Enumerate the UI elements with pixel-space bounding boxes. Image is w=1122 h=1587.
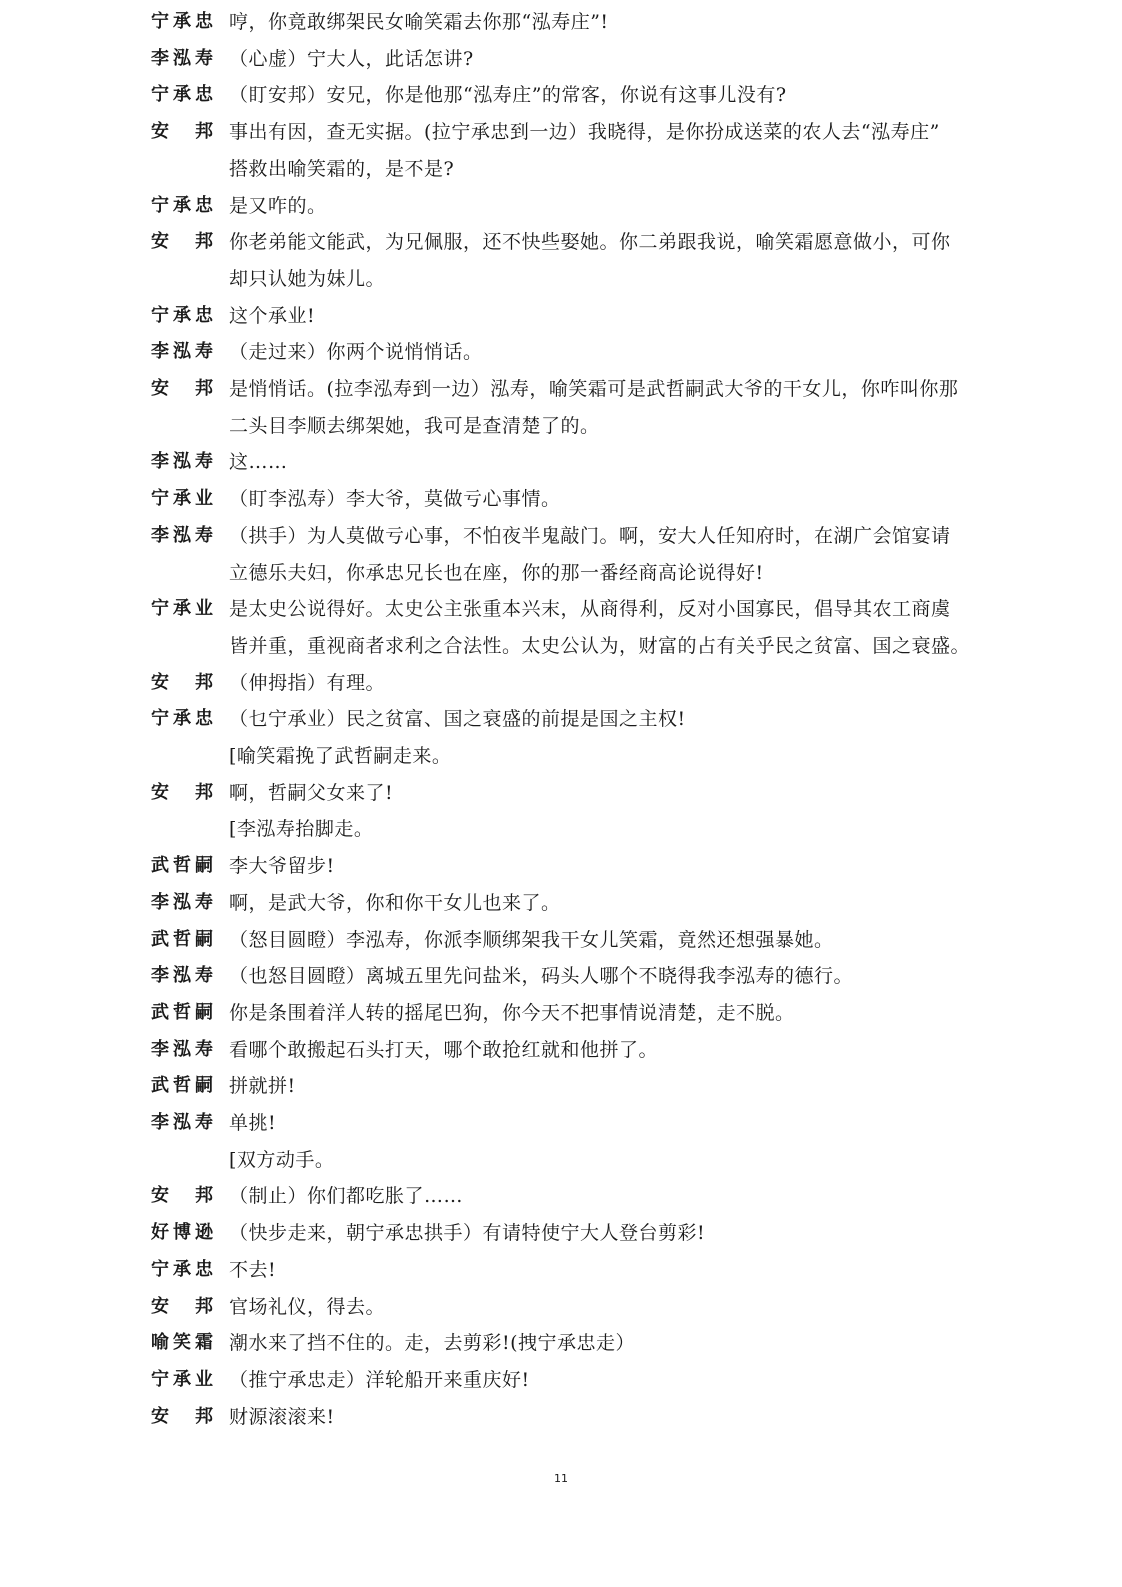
line-text: 这个承业! bbox=[229, 304, 316, 327]
line-text: （制止）你们都吃胀了…… bbox=[229, 1185, 464, 1208]
line-text: 啊，是武大爷，你和你干女儿也来了。 bbox=[229, 891, 561, 914]
speaker-name: 李泓寿 bbox=[151, 451, 213, 473]
dialogue-line bbox=[0, 334, 1122, 370]
speaker-name: 安 邦 bbox=[151, 121, 213, 143]
speaker-name: 李泓寿 bbox=[151, 1038, 213, 1060]
line-text: 单挑! bbox=[229, 1112, 277, 1134]
line-text: 李大爷留步! bbox=[229, 855, 335, 878]
line-text: （快步走来，朝宁承忠拱手）有请特使宁大人登台剪彩! bbox=[229, 1222, 706, 1245]
speaker-name: 安 邦 bbox=[151, 1405, 213, 1427]
speaker-name: 李泓寿 bbox=[151, 1112, 213, 1133]
line-text: 是太史公说得好。太史公主张重本兴末，从商得利，反对小国寡民，倡导其农工商虞 bbox=[229, 598, 951, 621]
dialogue-line bbox=[0, 188, 1122, 224]
line-text: 潮水来了挡不住的。走，去剪彩!(拽宁承忠走） bbox=[229, 1332, 636, 1355]
line-text: 皆并重，重视商者求利之合法性。太史公认为，财富的占有关乎民之贫富、国之衰盛。 bbox=[229, 634, 971, 657]
line-text: 这…… bbox=[229, 451, 288, 474]
line-text: 是又咋的。 bbox=[229, 194, 327, 217]
line-text: 看哪个敢搬起石头打天，哪个敢抢红就和他拼了。 bbox=[229, 1038, 659, 1061]
line-text: （伸拇指）有理。 bbox=[229, 671, 386, 694]
line-text: [喻笑霜挽了武哲嗣走来。 bbox=[229, 745, 452, 767]
line-text: [李泓寿抬脚走。 bbox=[229, 818, 374, 841]
dialogue-line bbox=[0, 371, 1122, 407]
line-text: 你老弟能文能武，为兄佩服，还不快些娶她。你二弟跟我说，喻笑霜愿意做小，可你 bbox=[229, 231, 951, 254]
dialogue-line bbox=[0, 1399, 1122, 1435]
line-text: （盯李泓寿）李大爷，莫做亏心事情。 bbox=[229, 488, 561, 511]
dialogue-line bbox=[0, 481, 1122, 517]
dialogue-line bbox=[0, 41, 1122, 77]
speaker-name: 宁承业 bbox=[151, 488, 213, 510]
stage-direction-line bbox=[0, 261, 1122, 297]
dialogue-line bbox=[0, 1068, 1122, 1104]
line-text: 二头目李顺去绑架她，我可是查清楚了的。 bbox=[229, 414, 600, 437]
line-text: 立德乐夫妇，你承忠兄长也在座，你的那一番经商高论说得好! bbox=[229, 561, 764, 584]
speaker-name: 安 邦 bbox=[151, 781, 213, 803]
speaker-name: 宁承忠 bbox=[151, 194, 213, 216]
line-text: 你是条围着洋人转的摇尾巴狗，你今天不把事情说清楚，走不脱。 bbox=[229, 1001, 795, 1024]
stage-direction-line bbox=[0, 555, 1122, 591]
speaker-name: 好博逊 bbox=[151, 1222, 213, 1244]
line-text: 事出有因，查无实据。(拉宁承忠到一边）我晓得，是你扮成送菜的农人去“泓寿庄” bbox=[229, 121, 940, 144]
speaker-name: 武哲嗣 bbox=[151, 855, 213, 877]
speaker-name: 李泓寿 bbox=[151, 341, 213, 363]
speaker-name: 李泓寿 bbox=[151, 47, 213, 69]
dialogue-line bbox=[0, 77, 1122, 113]
speaker-name: 安 邦 bbox=[151, 671, 213, 693]
line-text: 拼就拼! bbox=[229, 1075, 296, 1098]
dialogue-line bbox=[0, 444, 1122, 480]
speaker-name: 武哲嗣 bbox=[151, 928, 213, 950]
dialogue-line bbox=[0, 958, 1122, 994]
page-number: 11 bbox=[554, 1472, 568, 1485]
line-text: 哼，你竟敢绑架民女喻笑霜去你那“泓寿庄”! bbox=[229, 11, 609, 33]
speaker-name: 宁承忠 bbox=[151, 84, 213, 106]
dialogue-line bbox=[0, 1032, 1122, 1068]
speaker-name: 武哲嗣 bbox=[151, 1001, 213, 1023]
speaker-name: 李泓寿 bbox=[151, 891, 213, 913]
stage-direction-line bbox=[0, 151, 1122, 187]
line-text: （推宁承忠走）洋轮船开来重庆好! bbox=[229, 1368, 530, 1391]
dialogue-line bbox=[0, 1325, 1122, 1361]
line-text: 官场礼仪，得去。 bbox=[229, 1295, 386, 1318]
speaker-name: 武哲嗣 bbox=[151, 1075, 213, 1097]
line-text: （走过来）你两个说悄悄话。 bbox=[229, 341, 483, 364]
speaker-name: 宁承忠 bbox=[151, 708, 213, 730]
dialogue-line bbox=[0, 1215, 1122, 1251]
dialogue-line bbox=[0, 1105, 1122, 1141]
stage-direction-line bbox=[0, 1142, 1122, 1178]
dialogue-line bbox=[0, 848, 1122, 884]
line-text: （乜宁承业）民之贫富、国之衰盛的前提是国之主权! bbox=[229, 708, 686, 731]
stage-direction-line bbox=[0, 408, 1122, 444]
dialogue-line bbox=[0, 518, 1122, 554]
stage-direction-line bbox=[0, 738, 1122, 774]
line-text: 啊，哲嗣父女来了! bbox=[229, 781, 394, 804]
line-text: [双方动手。 bbox=[229, 1148, 335, 1171]
stage-direction-line bbox=[0, 811, 1122, 847]
dialogue-line bbox=[0, 591, 1122, 627]
speaker-name: 安 邦 bbox=[151, 378, 213, 399]
dialogue-line bbox=[0, 298, 1122, 334]
line-text: 却只认她为妹儿。 bbox=[229, 267, 386, 290]
speaker-name: 宁承忠 bbox=[151, 304, 213, 326]
dialogue-line bbox=[0, 1289, 1122, 1325]
line-text: 不去! bbox=[229, 1258, 277, 1281]
dialogue-line bbox=[0, 885, 1122, 921]
line-text: 财源滚滚来! bbox=[229, 1405, 335, 1428]
line-text: （拱手）为人莫做亏心事，不怕夜半鬼敲门。啊，安大人任知府时，在湖广会馆宴请 bbox=[229, 524, 951, 547]
speaker-name: 安 邦 bbox=[151, 231, 213, 253]
speaker-name: 安 邦 bbox=[151, 1185, 213, 1207]
dialogue-line bbox=[0, 701, 1122, 737]
line-text: （也怒目圆瞪）离城五里先问盐米，码头人哪个不晓得我李泓寿的德行。 bbox=[229, 965, 854, 988]
speaker-name: 李泓寿 bbox=[151, 524, 213, 546]
speaker-name: 李泓寿 bbox=[151, 965, 213, 987]
dialogue-line bbox=[0, 224, 1122, 260]
dialogue-line bbox=[0, 995, 1122, 1031]
speaker-name: 宁承业 bbox=[151, 1368, 213, 1390]
dialogue-line bbox=[0, 4, 1122, 40]
dialogue-line bbox=[0, 922, 1122, 958]
dialogue-line bbox=[0, 1362, 1122, 1398]
speaker-name: 宁承忠 bbox=[151, 11, 213, 32]
stage-direction-line bbox=[0, 628, 1122, 664]
line-text: 是悄悄话。(拉李泓寿到一边）泓寿，喻笑霜可是武哲嗣武大爷的干女儿，你咋叫你那 bbox=[229, 378, 959, 400]
dialogue-line bbox=[0, 665, 1122, 701]
line-text: （心虚）宁大人，此话怎讲? bbox=[229, 47, 474, 70]
speaker-name: 安 邦 bbox=[151, 1295, 213, 1317]
speaker-name: 宁承业 bbox=[151, 598, 213, 620]
dialogue-line bbox=[0, 114, 1122, 150]
speaker-name: 宁承忠 bbox=[151, 1258, 213, 1280]
dialogue-line bbox=[0, 1252, 1122, 1288]
line-text: （怒目圆瞪）李泓寿，你派李顺绑架我干女儿笑霜，竟然还想强暴她。 bbox=[229, 928, 834, 951]
speaker-name: 喻笑霜 bbox=[151, 1332, 213, 1354]
dialogue-line bbox=[0, 775, 1122, 811]
line-text: （盯安邦）安兄，你是他那“泓寿庄”的常客，你说有这事儿没有? bbox=[229, 84, 787, 107]
dialogue-line bbox=[0, 1178, 1122, 1214]
line-text: 搭救出喻笑霜的，是不是? bbox=[229, 157, 455, 180]
